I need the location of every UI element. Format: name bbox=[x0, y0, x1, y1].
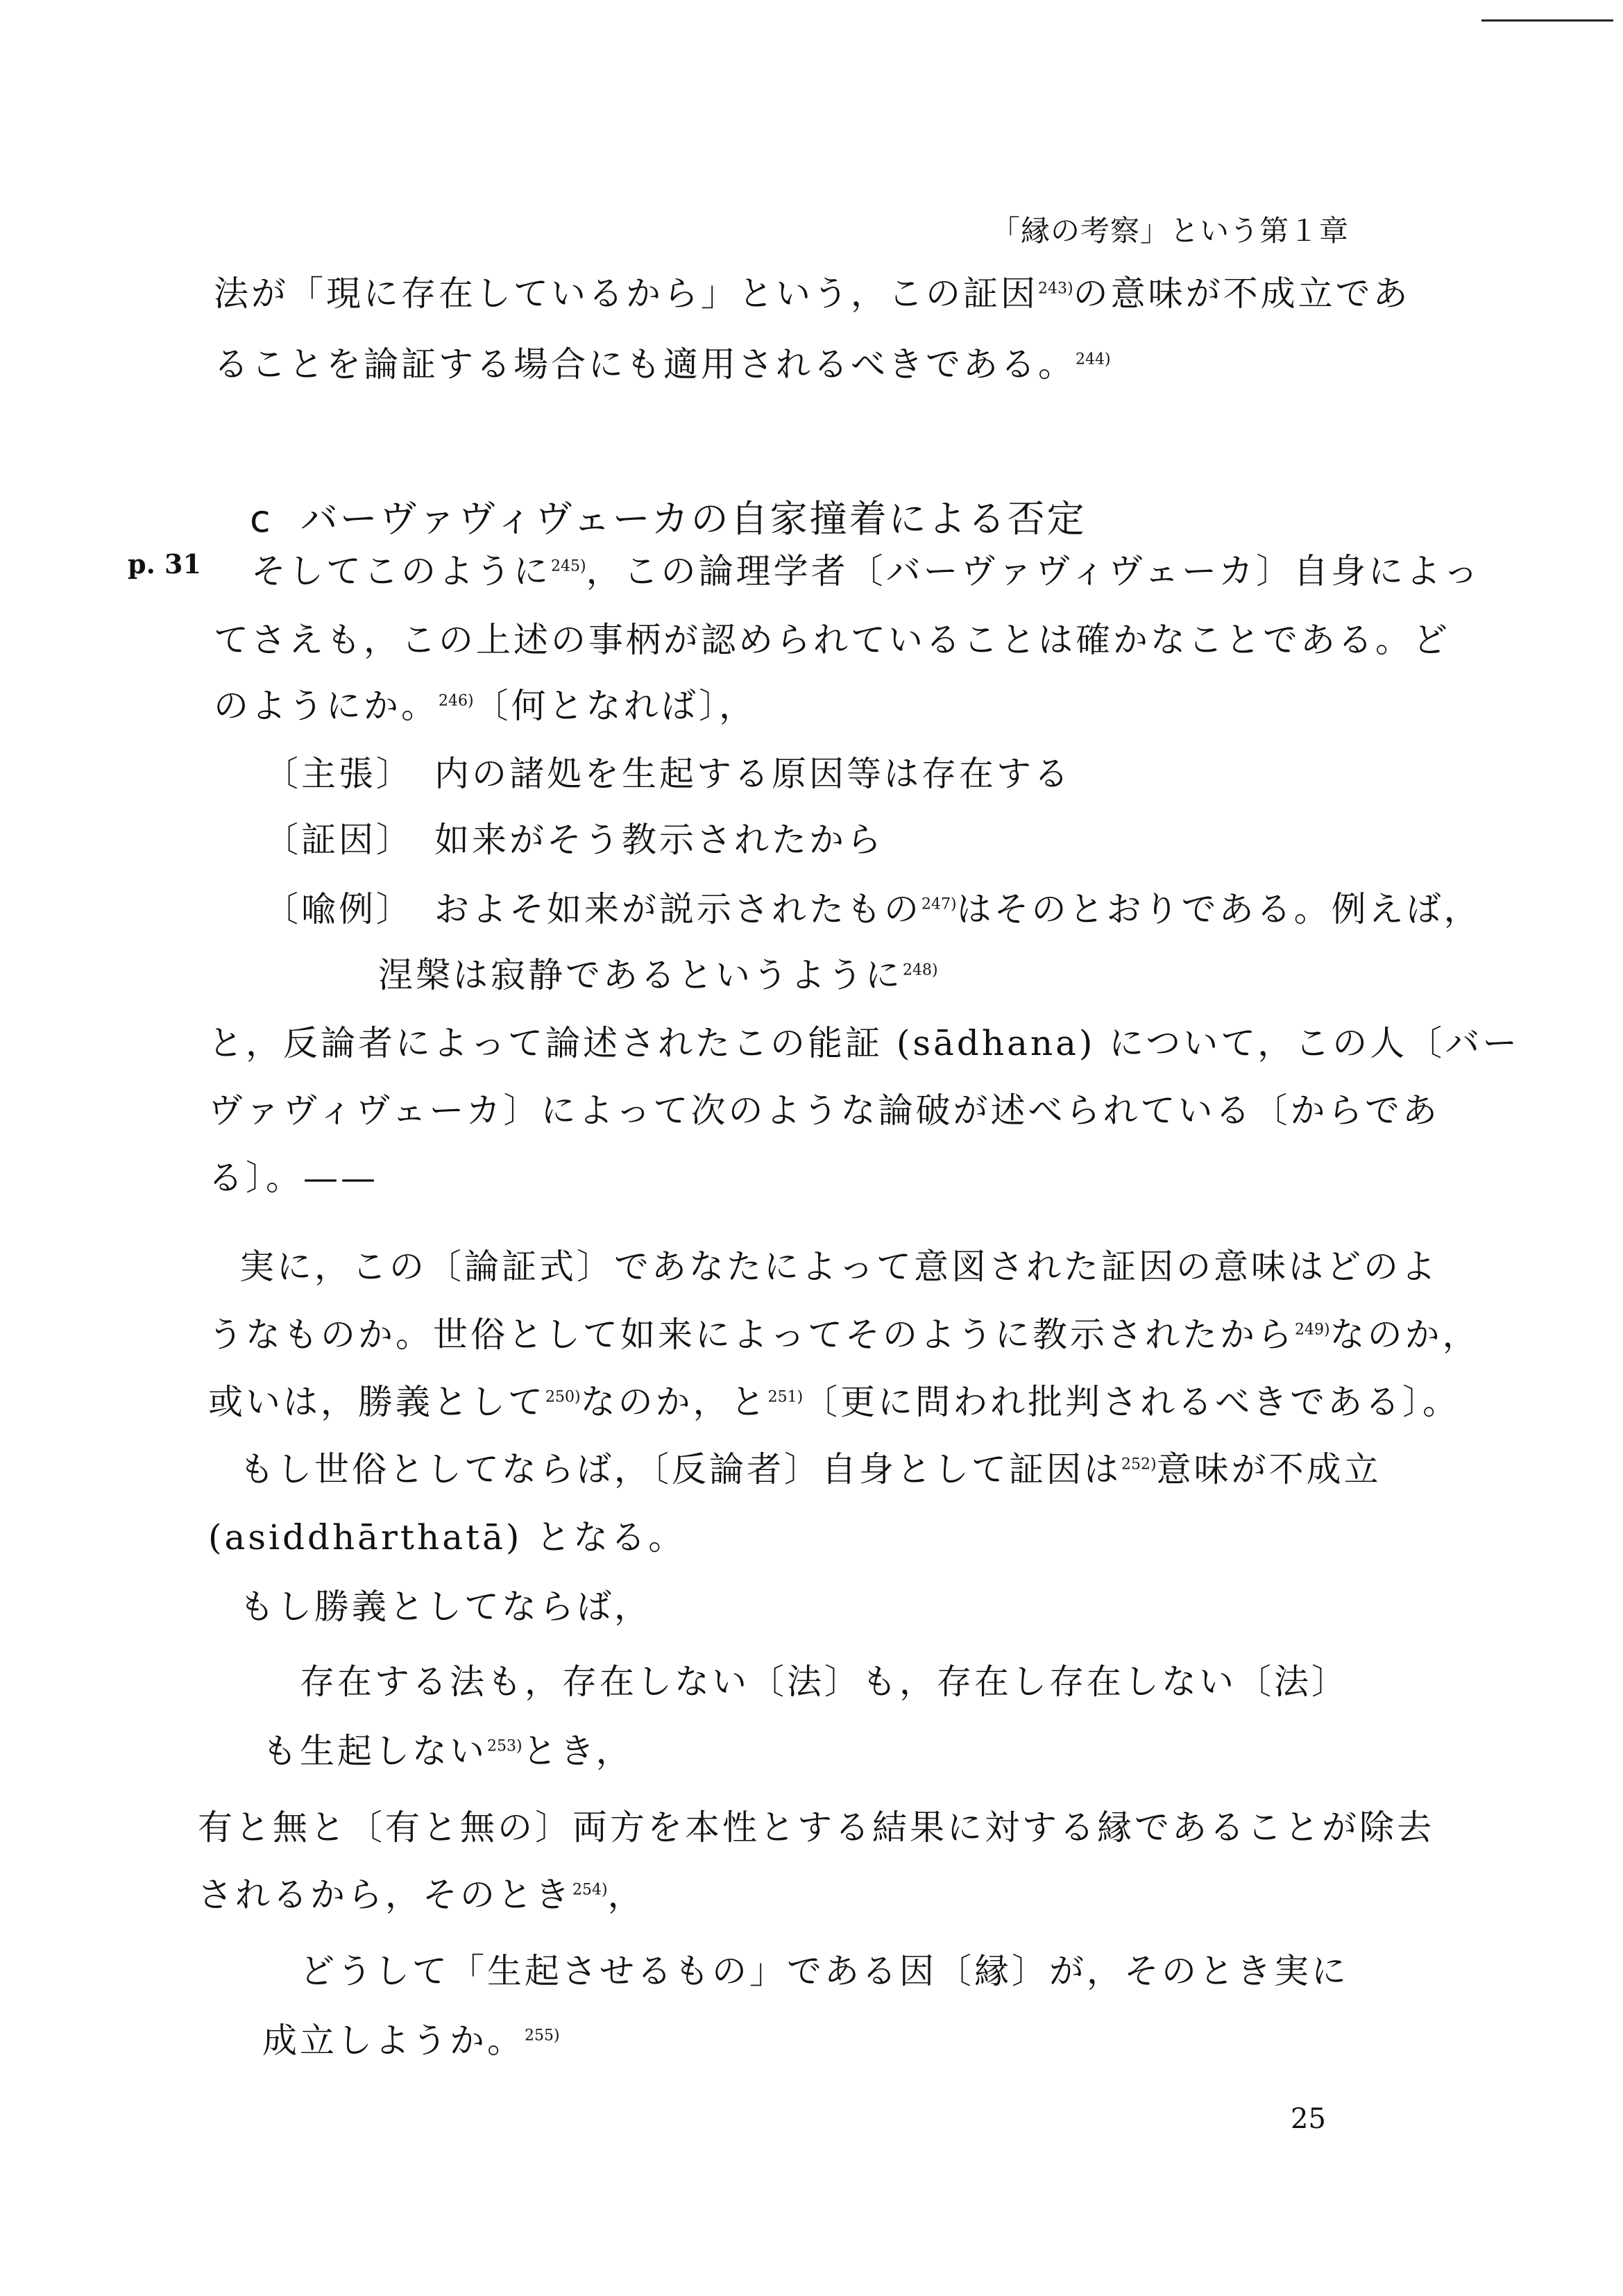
footnote-ref: 244) bbox=[1076, 351, 1111, 369]
text-segment: と，反論者によって論述されたこの能証 (sādhana) について，この人〔バー bbox=[208, 1023, 1520, 1063]
text-line-23 bbox=[300, 1951, 1349, 1991]
text-segment: 実に，この〔論証式〕であなたによって意図された証因の意味はどのよ bbox=[239, 1247, 1438, 1287]
margin-page-reference: p. 31 bbox=[128, 548, 201, 580]
text-segment: のようにか。 bbox=[214, 686, 439, 726]
text-line-11 bbox=[208, 1090, 1440, 1131]
text-segment: ることを論証する場合にも適用されるべきである。 bbox=[214, 344, 1076, 385]
section-heading bbox=[250, 489, 1087, 543]
text-line-10 bbox=[208, 1023, 1520, 1063]
text-segment: 意味が不成立 bbox=[1156, 1449, 1382, 1489]
text-line-19 bbox=[300, 1662, 1349, 1702]
footnote-ref: 251) bbox=[767, 1388, 804, 1406]
text-line-1 bbox=[214, 273, 1411, 314]
footnote-ref: 248) bbox=[903, 961, 938, 979]
text-segment: ヴァヴィヴェーカ〕によって次のような論破が述べられている〔からであ bbox=[208, 1090, 1440, 1131]
text-line-14 bbox=[208, 1315, 1480, 1355]
text-segment: 成立しようか。 bbox=[262, 2020, 525, 2061]
text-segment: なのか，と bbox=[580, 1382, 768, 1422]
footnote-ref: 243) bbox=[1038, 280, 1073, 298]
text-segment: 存在する法も，存在しない〔法〕も，存在し存在しない〔法〕 bbox=[300, 1662, 1349, 1702]
text-line-20 bbox=[262, 1731, 634, 1771]
text-line-9 bbox=[378, 955, 938, 995]
top-rule bbox=[1481, 19, 1613, 22]
footnote-ref: 250) bbox=[545, 1388, 581, 1406]
text-line-8 bbox=[264, 889, 1481, 929]
syllogism-tag: 〔証因〕 bbox=[264, 820, 414, 860]
footnote-ref: 245) bbox=[551, 557, 586, 575]
footnote-ref: 255) bbox=[525, 2027, 560, 2045]
text-segment: そしてこのように bbox=[251, 551, 551, 591]
text-segment: てさえも，この上述の事柄が認められていることは確かなことである。ど bbox=[214, 620, 1450, 660]
section-letter: c bbox=[250, 497, 273, 541]
text-segment: る〕。—— bbox=[208, 1158, 378, 1198]
text-segment: およそ如来が説示されたもの bbox=[434, 889, 921, 929]
text-segment: ， bbox=[607, 1875, 645, 1915]
text-segment: どうして「生起させるもの」である因〔縁〕が，そのとき実に bbox=[300, 1951, 1349, 1991]
text-segment: 或いは，勝義として bbox=[208, 1382, 545, 1422]
footnote-ref: 246) bbox=[439, 692, 474, 710]
text-segment: (asiddhārthatā) となる。 bbox=[208, 1517, 686, 1558]
text-segment: はそのとおりである。例えば， bbox=[956, 889, 1481, 929]
running-header: 「縁の考察」という第１章 bbox=[990, 214, 1349, 248]
footnote-ref: 253) bbox=[487, 1737, 522, 1755]
text-segment: 内の諸処を生起する原因等は存在する bbox=[434, 754, 1071, 794]
text-segment: もし世俗としてならば，〔反論者〕自身として証因は bbox=[239, 1449, 1121, 1489]
text-line-13 bbox=[239, 1247, 1438, 1287]
text-line-6 bbox=[264, 754, 1071, 794]
footnote-ref: 254) bbox=[572, 1881, 608, 1899]
text-segment: なのか， bbox=[1329, 1315, 1480, 1355]
text-segment: されるから，そのとき bbox=[198, 1875, 572, 1915]
text-segment: うなものか。世俗として如来によってそのように教示されたから bbox=[208, 1315, 1295, 1355]
text-segment: ，この論理学者〔バーヴァヴィヴェーカ〕自身によっ bbox=[586, 551, 1481, 591]
text-segment: とき， bbox=[522, 1731, 634, 1771]
section-title: バーヴァヴィヴェーカの自家撞着による否定 bbox=[300, 497, 1087, 541]
text-segment: 法が「現に存在しているから」という，この証因 bbox=[214, 273, 1038, 314]
syllogism-tag: 〔主張〕 bbox=[264, 754, 414, 794]
text-line-5 bbox=[214, 686, 757, 726]
text-segment: 〔何となれば〕， bbox=[473, 686, 757, 726]
text-line-17 bbox=[208, 1517, 686, 1558]
footnote-ref: 252) bbox=[1121, 1455, 1157, 1474]
text-line-24 bbox=[262, 2020, 560, 2061]
text-segment: 有と無と〔有と無の〕両方を本性とする結果に対する縁であることが除去 bbox=[198, 1807, 1434, 1848]
text-line-21 bbox=[198, 1807, 1434, 1848]
text-segment: 〔更に問われ批判されるべきである〕。 bbox=[803, 1382, 1461, 1422]
text-line-7 bbox=[264, 820, 884, 860]
page-number: 25 bbox=[1291, 2103, 1326, 2135]
text-segment: 如来がそう教示されたから bbox=[434, 820, 884, 860]
text-segment: 涅槃は寂静であるというように bbox=[378, 955, 903, 995]
footnote-ref: 247) bbox=[921, 895, 957, 913]
text-line-15 bbox=[208, 1382, 1461, 1422]
text-line-22 bbox=[198, 1875, 645, 1915]
text-segment: の意味が不成立であ bbox=[1073, 273, 1411, 314]
text-line-2 bbox=[214, 344, 1111, 385]
syllogism-tag: 〔喩例〕 bbox=[264, 889, 414, 929]
text-line-18 bbox=[239, 1587, 652, 1627]
text-line-16 bbox=[239, 1449, 1382, 1489]
text-segment: も生起しない bbox=[262, 1731, 487, 1771]
text-line-12 bbox=[208, 1158, 378, 1198]
footnote-ref: 249) bbox=[1295, 1321, 1330, 1339]
text-line-4 bbox=[214, 620, 1450, 660]
text-segment: もし勝義としてならば， bbox=[239, 1587, 652, 1627]
text-line-3 bbox=[251, 551, 1481, 591]
